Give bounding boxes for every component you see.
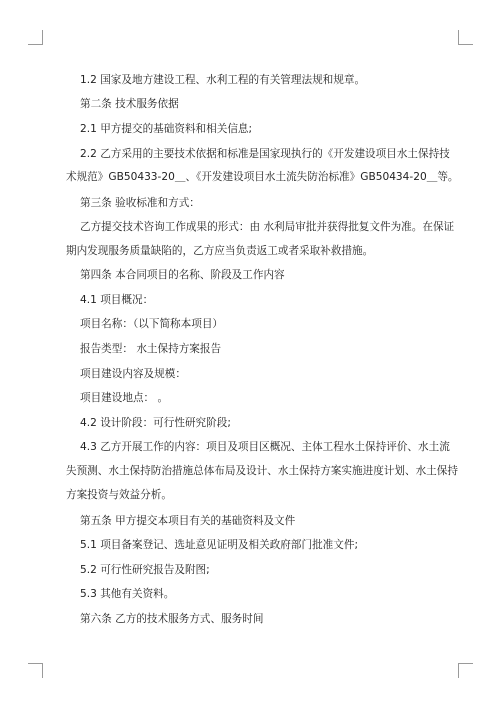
crop-mark-bottom-left [28,663,43,678]
paragraph-line: 2.1 甲方提交的基础资料和相关信息; [80,123,253,135]
paragraph-line: 期内发现服务质量缺陷的，乙方应当负责返工或者采取补救措施。 [66,245,374,257]
paragraph-line: 乙方提交技术咨询工作成果的形式：由 水利局审批并获得批复文件为准。在保证 [80,221,455,233]
paragraph-line: 5.3 其他有关资料。 [80,588,175,600]
paragraph-line: 5.2 可行性研究报告及附图; [80,564,210,576]
paragraph-line: 4.2 设计阶段：可行性研究阶段; [80,417,231,429]
crop-mark-top-right [458,30,473,45]
paragraph-line: 项目建设地点： 。 [80,392,169,404]
paragraph-line: 5.1 项目备案登记、选址意见证明及相关政府部门批准文件; [80,539,359,551]
paragraph-line: 方案投资与效益分析。 [66,489,172,501]
paragraph-line: 项目建设内容及规模： [80,368,186,380]
section-heading: 第二条 技术服务依据 [80,98,179,110]
section-heading: 第四条 本合同项目的名称、阶段及工作内容 [80,269,285,281]
paragraph-line: 4.1 项目概况： [80,294,154,306]
paragraph-line: 1.2 国家及地方建设工程、水利工程的有关管理法规和规章。 [80,74,366,86]
crop-mark-top-left [28,30,43,45]
crop-mark-bottom-right [458,663,473,678]
paragraph-line: 2.2 乙方采用的主要技术依据和标准是国家现执行的《开发建设项目水土保持技 [80,148,450,160]
paragraph-line: 4.3 乙方开展工作的内容：项目及项目区概况、主体工程水土保持评价、水土流 [80,441,450,453]
paragraph-line: 项目名称：（以下简称本项目） [80,318,224,330]
paragraph-line: 报告类型： 水土保持方案报告 [80,343,222,355]
section-heading: 第五条 甲方提交本项目有关的基础资料及文件 [80,515,296,527]
paragraph-line: 术规范》GB50433-20＿、《开发建设项目水土流失防治标准》GB50434-20＿等。 [66,171,459,183]
section-heading: 第三条 验收标准和方式： [80,197,200,209]
section-heading: 第六条 乙方的技术服务方式、服务时间 [80,613,264,625]
paragraph-line: 失预测、水土保持防治措施总体布局及设计、水土保持方案实施进度计划、水土保持 [66,465,458,477]
